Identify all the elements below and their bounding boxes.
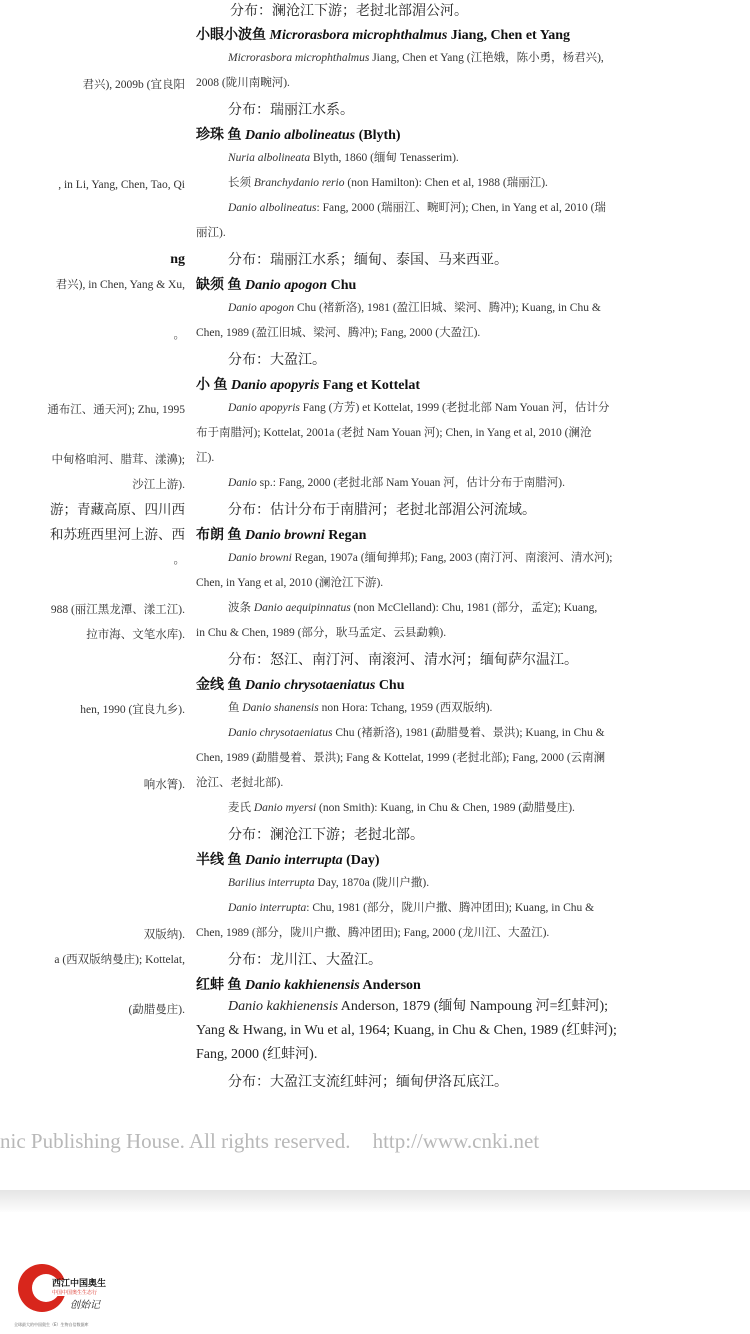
reference-line: 丽江). xyxy=(196,227,226,239)
species-heading: 小眼小波鱼 Microrasbora microphthalmus Jiang, Chen et Yang xyxy=(196,28,571,43)
logo-tagline: 全球最大的中国奥生（E）生物自信数据库 xyxy=(14,1322,89,1327)
species-heading: 小 鱼 Danio apopyris Fang et Kottelat xyxy=(196,378,420,393)
fish-radical-glyph: 鱼 xyxy=(227,278,242,293)
left-column xyxy=(0,0,185,1100)
left-column-line: 响水箐). xyxy=(143,779,185,791)
reference-line: 鱼 Danio shanensis non Hora: Tchang, 1959 (西双版纳). xyxy=(228,702,493,714)
page-footer xyxy=(0,1129,539,1154)
distribution-line: 分布：大盈江支流红蚌河；缅甸伊洛瓦底江。 xyxy=(228,1075,508,1090)
reference-line: Microrasbora microphthalmus Jiang, Chen et Yang (江艳娥，陈小勇，杨君兴), xyxy=(228,52,604,64)
distribution-line: 分布：估计分布于南腊河；老挝北部湄公河流域。 xyxy=(228,503,536,518)
species-heading: 金线 鱼 Danio chrysotaeniatus Chu xyxy=(196,678,405,693)
species-heading: 布朗 鱼 Danio browni Regan xyxy=(196,528,367,543)
reference-line: in Chu & Chen, 1989 (部分，耿马孟定、云县勐赖). xyxy=(196,627,447,639)
left-column-line: 君兴), in Chen, Yang & Xu, xyxy=(55,279,185,291)
distribution-line: 分布：瑞丽江水系；缅甸、泰国、马来西亚。 xyxy=(228,253,508,268)
species-heading: 珍珠 鱼 Danio albolineatus (Blyth) xyxy=(196,128,401,143)
left-column-line: 沙江上游). xyxy=(132,479,185,491)
left-column-line: 和苏班西里河上游、西 xyxy=(50,527,185,542)
reference-line: 波条 Danio aequipinnatus (non McClelland): Chu, 1981 (部分，孟定); Kuang, xyxy=(228,602,598,614)
fish-radical-glyph: 鱼 xyxy=(227,978,242,993)
reference-line: Danio kakhienensis Anderson, 1879 (缅甸 Nampoung 河=红蚌河); xyxy=(228,999,609,1014)
distribution-line: 分布：大盈江。 xyxy=(228,353,326,368)
left-column-line: 拉市海、文笔水库). xyxy=(86,629,185,641)
logo-line1: 西江中国奥生 xyxy=(52,1279,107,1289)
page-edge-shadow xyxy=(0,1190,750,1212)
left-column-line: ng xyxy=(170,252,185,267)
reference-line: Danio browni Regan, 1907a (缅甸掸邦); Fang, 2003 (南汀河、南滚河、清水河); xyxy=(228,552,613,564)
fish-radical-glyph: 鱼 xyxy=(213,378,228,393)
left-column-line: 。 xyxy=(173,329,185,341)
fish-radical-glyph: 鱼 xyxy=(227,128,242,143)
left-column-line: 。 xyxy=(173,554,185,566)
reference-line: 长须 Branchydanio rerio (non Hamilton): Chen et al, 1988 (瑞丽江). xyxy=(228,177,548,189)
species-heading: 半线 鱼 Danio interrupta (Day) xyxy=(196,853,380,868)
reference-line: Barilius interrupta Day, 1870a (陇川户撒). xyxy=(228,877,430,889)
reference-line: Chen, 1989 (勐腊曼着、景洪); Fang & Kottelat, 1999 (老挝北部); Fang, 2000 (云南澜 xyxy=(196,752,606,764)
left-column-line: (勐腊曼庄). xyxy=(128,1004,185,1016)
distribution-line: 分布：澜沧江下游；老挝北部湄公河。 xyxy=(230,4,468,19)
left-column-line: 通布江、通天河); Zhu, 1995 xyxy=(47,404,185,416)
left-column-line: a (西双版纳曼庄); Kottelat, xyxy=(54,954,185,966)
reference-line: 布于南腊河); Kottelat, 2001a (老挝 Nam Youan 河); Chen, in Yang et al, 2010 (澜沧 xyxy=(196,427,592,439)
footer-link[interactable]: http://www.cnki.net xyxy=(372,1129,540,1153)
left-column-line: hen, 1990 (宜良九乡). xyxy=(80,704,185,716)
distribution-line: 分布：瑞丽江水系。 xyxy=(228,103,354,118)
reference-line: Danio sp.: Fang, 2000 (老挝北部 Nam Youan 河，估计分布于南腊河). xyxy=(228,477,566,489)
logo-mark-icon xyxy=(12,1262,132,1330)
distribution-line: 分布：澜沧江下游；老挝北部。 xyxy=(228,828,424,843)
distribution-line: 分布：怒江、南汀河、南滚河、清水河；缅甸萨尔温江。 xyxy=(228,653,578,668)
reference-line: Nuria albolineata Blyth, 1860 (缅甸 Tenasserim). xyxy=(228,152,459,164)
reference-line: Danio albolineatus: Fang, 2000 (瑞丽江、畹町河); Chen, in Yang et al, 2010 (瑞 xyxy=(228,202,606,214)
reference-line: Danio apopyris Fang (方芳) et Kottelat, 1999 (老挝北部 Nam Youan 河，估计分 xyxy=(228,402,610,414)
reference-line: Chen, 1989 (盈江旧城、梁河、腾冲); Fang, 2000 (大盈江). xyxy=(196,327,481,339)
fish-radical-glyph: 鱼 xyxy=(227,853,242,868)
reference-line: Danio apogon Chu (褚新洛), 1981 (盈江旧城、梁河、腾冲); Kuang, in Chu & xyxy=(228,302,601,314)
fish-radical-glyph: 鱼 xyxy=(228,702,240,714)
reference-line: Chen, in Yang et al, 2010 (澜沧江下游). xyxy=(196,577,384,589)
left-column-line: 游；青藏高原、四川西 xyxy=(50,502,185,517)
reference-line: 2008 (陇川南畹河). xyxy=(196,77,290,89)
left-column-line: 988 (丽江黑龙潭、漾工江). xyxy=(50,604,185,616)
logo-line2: 中国中国奥生生态行 xyxy=(52,1290,98,1296)
reference-line: Fang, 2000 (红蚌河). xyxy=(196,1047,318,1062)
reference-line: Yang & Hwang, in Wu et al, 1964; Kuang, in Chu & Chen, 1989 (红蚌河); xyxy=(196,1023,617,1038)
logo-signature: 创始记 xyxy=(70,1300,100,1311)
copyright-text: nic Publishing House. All rights reserved. xyxy=(0,1129,351,1153)
species-heading: 缺须 鱼 Danio apogon Chu xyxy=(196,278,357,293)
left-column-line: 中甸格咱河、腊茸、漾濞); xyxy=(51,454,185,466)
fish-radical-glyph: 鱼 xyxy=(227,528,242,543)
reference-line: 沧江、老挝北部). xyxy=(196,777,284,789)
reference-line: Chen, 1989 (部分，陇川户撒、腾冲团田); Fang, 2000 (龙川江、大盈江). xyxy=(196,927,550,939)
left-column-line: , in Li, Yang, Chen, Tao, Qi xyxy=(58,179,185,191)
species-heading: 红蚌 鱼 Danio kakhienensis Anderson xyxy=(196,978,421,993)
left-column-line: 君兴), 2009b (宜良阳 xyxy=(82,79,185,91)
reference-line: 麦氏 Danio myersi (non Smith): Kuang, in Chu & Chen, 1989 (勐腊曼庄). xyxy=(228,802,575,814)
reference-line: 江). xyxy=(196,452,215,464)
fish-radical-glyph: 鱼 xyxy=(227,678,242,693)
distribution-line: 分布：龙川江、大盈江。 xyxy=(228,953,382,968)
reference-line: Danio interrupta: Chu, 1981 (部分，陇川户撒、腾冲团田); Kuang, in Chu & xyxy=(228,902,595,914)
left-column-line: 双版纳). xyxy=(143,929,185,941)
reference-line: Danio chrysotaeniatus Chu (褚新洛), 1981 (勐腊曼着、景洪); Kuang, in Chu & xyxy=(228,727,605,739)
watermark-logo xyxy=(12,1262,132,1330)
